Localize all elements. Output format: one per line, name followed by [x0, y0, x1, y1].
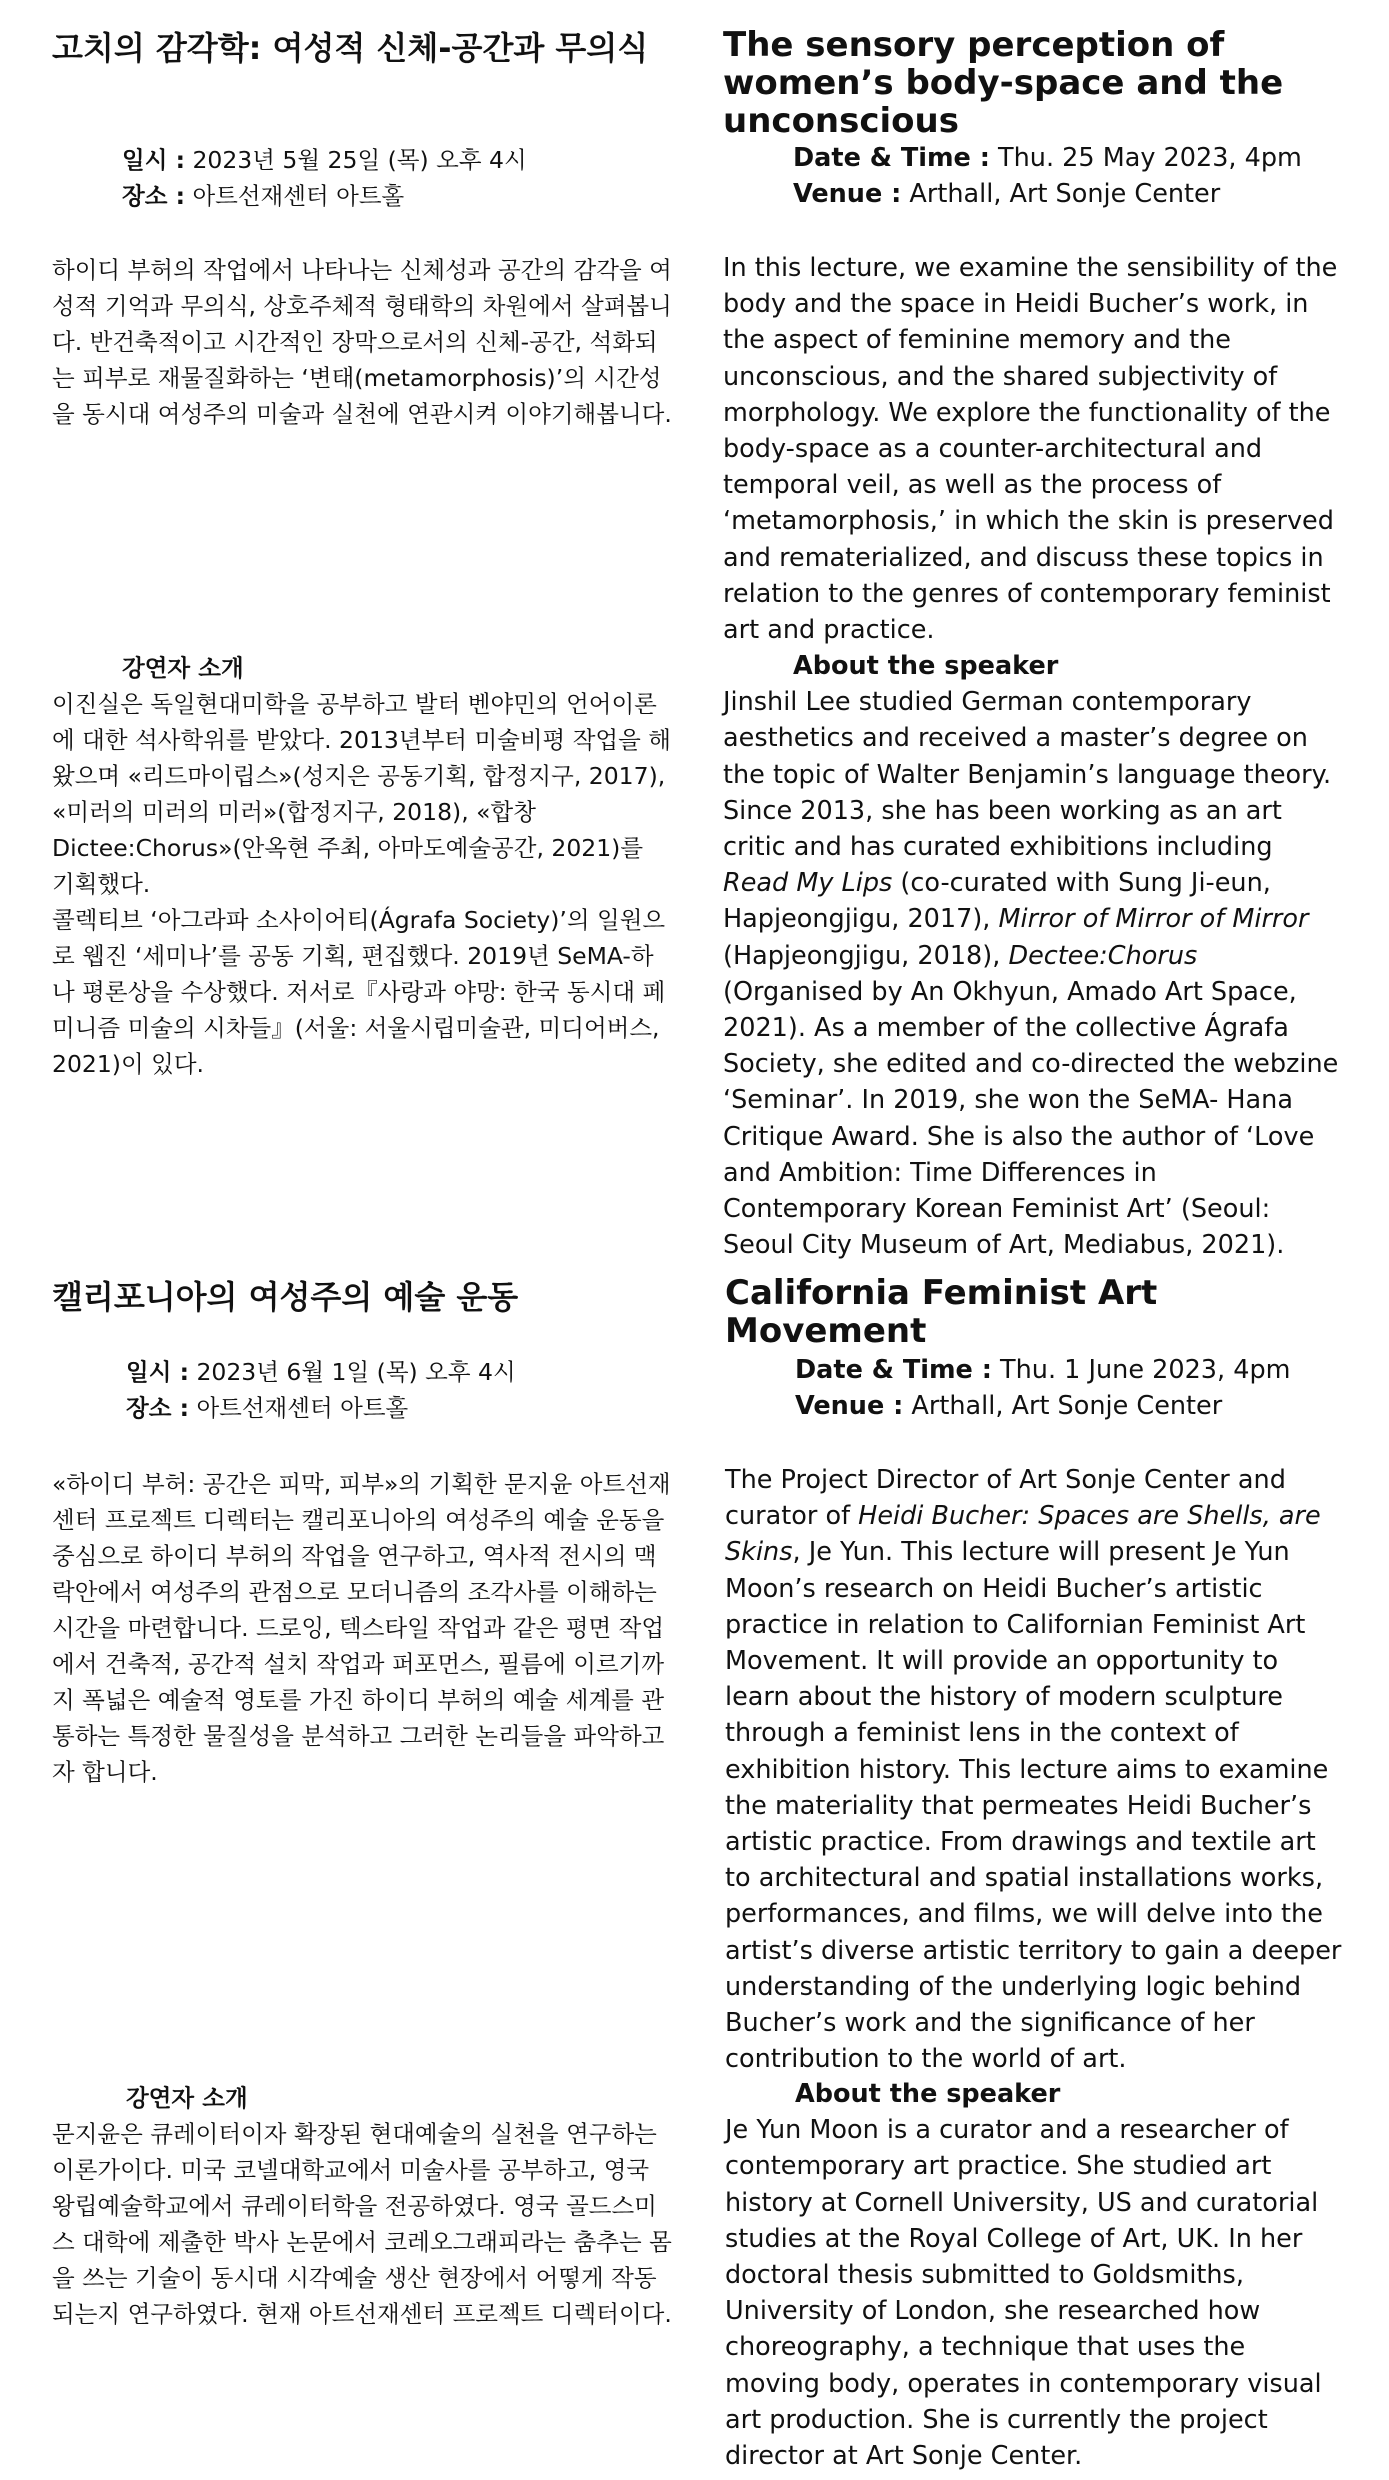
lecture2-date-kr: 일시 : 2023년 6월 1일 (목) 오후 4시: [126, 1358, 516, 1386]
lecture1-venue-en: Venue : Arthall, Art Sonje Center: [793, 179, 1221, 210]
speaker-bio: 콜렉티브 ‘아그라파 소사이어티(Ágrafa Society)’의 일원으로 웹진 ‘세미나’를 공동 기획, 편집했다. 2019년 SeMA-하나 평론상을 수상했다. 저서로『사랑과 야망: 한국 동시대 페미니즘 미술의 시차들』(서울: 서울시립미술관, 미디어버스, 2021)이 있다.: [52, 906, 666, 1078]
speaker-bio: 문지윤은 큐레이터이자 확장된 현대예술의 실천을 연구하는 이론가이다. 미국 코넬대학교에서 미술사를 공부하고, 영국 왕립예술학교에서 큐레이터학을 전공하였다. 영국 골드스미스 대학에 제출한 박사 논문에서 코레오그래피라는 춤추는 몸을 쓰는 기술이 동시대 시각예술 생산 현장에서 어떻게 작동되는지 연구하였다. 현재 아트선재센터 프로젝트 디렉터이다.: [52, 2120, 672, 2328]
lecture2-title-en: California Feminist Art Movement: [725, 1273, 1158, 1351]
speaker-heading: About the speaker: [793, 651, 1059, 681]
lecture2-description-kr: «하이디 부허: 공간은 피막, 피부»의 기획한 문지윤 아트선재센터 프로젝트 디렉터는 캘리포니아의 여성주의 예술 운동을 중심으로 하이디 부허의 작업을 연구하고, 역사적 전시의 맥락안에서 여성주의 관점으로 모더니즘의 조각사를 이해하는 시간을 마련합니다. 드로잉, 텍스타일 작업과 같은 평면 작업에서 건축적, 공간적 설치 작업과 퍼포먼스, 필름에 이르기까지 폭넓은 예술적 영토를 가진 하이디 부허의 예술 세계를 관통하는 특정한 물질성을 분석하고 그러한 논리들을 파악하고자 합니다.: [52, 1470, 671, 1786]
lecture1-title-kr: 고치의 감각학: 여성적 신체-공간과 무의식: [52, 29, 649, 67]
speaker-bio: Je Yun Moon is a curator and a researcher of contemporary art practice. She studied art history at Cornell University, US and curatorial studies at the Royal College of Art, UK. In her doctoral thesis submitted to Goldsmiths, University of London, she researched how choreography, a technique that uses the moving body, operates in contemporary visual art production. She is currently the project director at Art Sonje Center.: [725, 2115, 1322, 2472]
lecture1-meta-en: [723, 140, 1302, 212]
lecture2-speaker-en: [725, 2076, 1345, 2474]
lecture1-venue-kr: 장소 : 아트선재센터 아트홀: [122, 182, 405, 210]
speaker-heading: 강연자 소개: [122, 654, 244, 682]
lecture2-venue-kr: 장소 : 아트선재센터 아트홀: [126, 1394, 409, 1422]
lecture1-meta-kr: [52, 142, 527, 214]
exhibition-title: Read My Lips: [723, 868, 893, 899]
lecture2-description-en: The Project Director of Art Sonje Center and curator of Heidi Bucher: Spaces are Shells, are Skins, Je Yun. This lecture will present Je Yun Moon’s research on Heidi Bucher’s artistic practice in relation to Californian Feminist Art Movement. It will provide an opportunity to learn about the history of modern sculpture through a feminist lens in the context of exhibition history. This lecture aims to examine the materiality that permeates Heidi Bucher’s artistic practice. From drawings and textile art to architectural and spatial installations works, performances, and films, we will delve into the artist’s diverse artistic territory to gain a deeper understanding of the underlying logic behind Bucher’s work and the significance of her contribution to the world of art.: [725, 1465, 1342, 2075]
speaker-bio: Jinshil Lee studied German contemporary aesthetics and received a master’s degree on the topic of Walter Benjamin’s language theory. Since 2013, she has been working as an art critic and has curated exhibitions including Read My Lips (co-curated with Sung Ji-eun, Hapjeongjigu, 2017), Mirror of Mirror of Mirror (Hapjeongjigu, 2018), Dectee:Chorus (Organised by An Okhyun, Amado Art Space, 2021). As a member of the collective Ágrafa Society, she edited and co-directed the webzine ‘Seminar’. In 2019, she won the SeMA- Hana Critique Award. She is also the author of ‘Love and Ambition: Time Differences in Contemporary Korean Feminist Art’ (Seoul: Seoul City Museum of Art, Mediabus, 2021).: [723, 687, 1339, 1261]
lecture2-date-en: Date & Time : Thu. 1 June 2023, 4pm: [795, 1355, 1291, 1385]
lecture1-date-en: Date & Time : Thu. 25 May 2023, 4pm: [793, 143, 1302, 173]
exhibition-title: Mirror of Mirror of Mirror: [998, 904, 1309, 935]
speaker-heading: About the speaker: [795, 2079, 1061, 2109]
lecture1-title-en: The sensory perception of women’s body-space and the unconscious: [723, 25, 1284, 141]
lecture2-title-kr: 캘리포니아의 여성주의 예술 운동: [52, 1278, 519, 1316]
exhibition-title: Heidi Bucher: Spaces are Shells, are Skins: [725, 1501, 1321, 1568]
speaker-heading: 강연자 소개: [126, 2084, 248, 2112]
lecture1-speaker-en: [723, 648, 1343, 1263]
exhibition-title: Dectee:Chorus: [1008, 940, 1198, 971]
speaker-bio: 이진실은 독일현대미학을 공부하고 발터 벤야민의 언어이론에 대한 석사학위를 받았다. 2013년부터 미술비평 작업을 해왔으며 «리드마이립스»(성지은 공동기획, 합정지구, 2017), «미러의 미러의 미러»(합정지구, 2018), «합창 Dictee:Chorus»(안옥현 주최, 아마도예술공간, 2021)를 기획했다.: [52, 690, 671, 898]
lecture2-meta-kr: [56, 1354, 516, 1426]
lecture2-meta-en: [725, 1352, 1290, 1424]
lecture1-speaker-kr: [52, 650, 672, 1082]
lecture1-date-kr: 일시 : 2023년 5월 25일 (목) 오후 4시: [122, 146, 527, 174]
lecture2-speaker-kr: [52, 2080, 672, 2332]
lecture1-description-kr: 하이디 부허의 작업에서 나타나는 신체성과 공간의 감각을 여성적 기억과 무의식, 상호주체적 형태학의 차원에서 살펴봅니다. 반건축적이고 시간적인 장막으로서의 신체-공간, 석화되는 피부로 재물질화하는 ‘변태(metamorphosis)’의 시간성을 동시대 여성주의 미술과 실천에 연관시켜 이야기해봅니다.: [52, 256, 672, 428]
lecture1-description-en: In this lecture, we examine the sensibility of the body and the space in Heidi Bucher’s work, in the aspect of feminine memory and the unconscious, and the shared subjectivity of morphology. We explore the functionality of the body-space as a counter-architectural and temporal veil, as well as the process of ‘metamorphosis,’ in which the skin is preserved and rematerialized, and discuss these topics in relation to the genres of contemporary feminist art and practice.: [723, 253, 1338, 646]
lecture2-venue-en: Venue : Arthall, Art Sonje Center: [795, 1391, 1223, 1422]
